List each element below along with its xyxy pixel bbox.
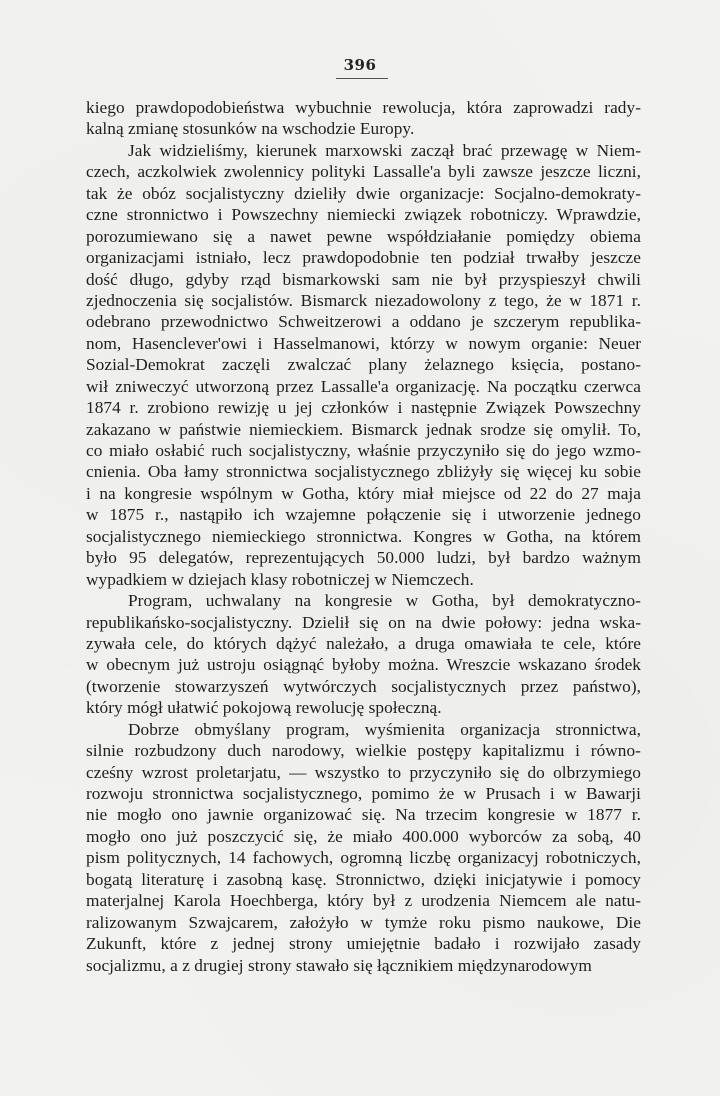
text-line: dość długo, gdyby rząd bismarkowski sam nie był przyspieszył chwili bbox=[86, 269, 641, 289]
text-line: Jak widzieliśmy, kierunek marxowski zaczął brać przewagę w Niem- bbox=[128, 140, 641, 160]
text-line: ralizowanym Szwajcarem, założyło w tymże roku pismo naukowe, Die bbox=[86, 912, 641, 932]
text-line: w obecnym już ustroju osiągnąć byłoby można. Wreszcie wskazano środek bbox=[86, 655, 641, 675]
text-line: Sozial-Demokrat zaczęli zwalczać plany żelaznego księcia, postano- bbox=[86, 355, 641, 375]
body-text bbox=[86, 97, 641, 976]
paragraph bbox=[86, 719, 641, 976]
text-line: zakazano w państwie niemieckiem. Bismarck jednak srodze się omylił. To, bbox=[86, 419, 641, 439]
page-number-underline bbox=[336, 78, 388, 79]
text-line: cześny wzrost proletarjatu, — wszystko to przyczyniło się do olbrzymiego bbox=[86, 762, 641, 782]
text-line: było 95 delegatów, reprezentujących 50.000 ludzi, był bardzo ważnym bbox=[86, 548, 641, 568]
text-line: silnie rozbudzony duch narodowy, wielkie postępy kapitalizmu i równo- bbox=[86, 741, 641, 761]
text-line: kiego prawdopodobieństwa wybuchnie rewolucja, która zaprowadzi rady- bbox=[86, 98, 641, 117]
text-line: socjalizmu, a z drugiej strony stawało się łącznikiem międzynarodowym bbox=[86, 955, 592, 975]
text-line: bogatą literaturę i zasobną kasę. Stronnictwo, dzięki inicjatywie i pomocy bbox=[86, 869, 641, 889]
text-line: który mógł ułatwić pokojową rewolucję społeczną. bbox=[86, 698, 442, 718]
text-line: zywała cele, do których dążyć należało, a druga omawiała te cele, które bbox=[86, 633, 641, 653]
text-line: (tworzenie stowarzyszeń wytwórczych socjalistycznych przez państwo), bbox=[86, 676, 641, 696]
text-line: wił zniweczyć utworzoną przez Lassalle'a organizację. Na początku czerwca bbox=[86, 376, 641, 396]
text-line: wypadkiem w dziejach klasy robotniczej w Niemczech. bbox=[86, 569, 474, 589]
text-line: kalną zmianę stosunków na wschodzie Europy. bbox=[86, 119, 415, 139]
text-line: pism politycznych, 14 fachowych, ogromną liczbę organizacyj robotniczych, bbox=[86, 848, 641, 868]
text-line: czne stronnictwo i Powszechny niemiecki związek robotniczy. Wprawdzie, bbox=[86, 205, 641, 225]
text-line: nom, Hasenclever'owi i Hasselmanowi, którzy w nowym organie: Neuer bbox=[86, 333, 641, 353]
text-line: nie mogło ono jawnie organizować się. Na trzecim kongresie w 1877 r. bbox=[86, 805, 641, 825]
text-line: cnienia. Oba łamy stronnictwa socjalistycznego zbliżyły się więcej ku sobie bbox=[86, 462, 641, 482]
paragraph bbox=[86, 590, 641, 719]
text-line: Dobrze obmyślany program, wyśmienita organizacja stronnictwa, bbox=[128, 719, 641, 739]
text-line: Program, uchwalany na kongresie w Gotha, był demokratyczno- bbox=[128, 591, 641, 611]
text-line: co miało osłabić ruch socjalistyczny, właśnie przyczyniło się do jego wzmo- bbox=[86, 441, 641, 460]
text-line: materjalnej Karola Hoechberga, który był z urodzenia Niemcem ale natu- bbox=[86, 891, 641, 911]
text-line: socjalistycznego niemieckiego stronnictwa. Kongres w Gotha, na którem bbox=[86, 526, 641, 546]
page-number: 396 bbox=[343, 56, 377, 74]
text-line: 1874 r. zrobiono rewizję u jej członków i następnie Związek Powszechny bbox=[86, 398, 641, 418]
text-line: Zukunft, które z jednej strony umiejętnie badało i rozwijało zasady bbox=[86, 934, 641, 954]
text-line: odebrano przewodnictwo Schweitzerowi a oddano je szczerym republika- bbox=[86, 312, 641, 332]
text-line: porozumiewano się a nawet pewne współdziałanie pomiędzy obiema bbox=[86, 226, 641, 246]
text-line: czech, aczkolwiek zwolennicy polityki Lassalle'a byli zawsze jeszcze liczni, bbox=[86, 162, 641, 182]
paragraph bbox=[86, 140, 641, 590]
text-line: organizacjami istniało, lecz prawdopodobnie ten podział trwałby jeszcze bbox=[86, 248, 641, 268]
paragraph bbox=[86, 97, 641, 140]
text-line: republikańsko-socjalistyczny. Dzielił się on na dwie połowy: jedna wska- bbox=[86, 612, 641, 632]
text-line: mogło ono już poszczycić się, że miało 400.000 wyborców za sobą, 40 bbox=[86, 826, 641, 846]
text-line: tak że obóz socjalistyczny dzieliły dwie organizacje: Socjalno-demokraty- bbox=[86, 183, 641, 203]
text-line: rozwoju stronnictwa socjalistycznego, pomimo że w Prusach i w Bawarji bbox=[86, 784, 641, 803]
text-line: w 1875 r., nastąpiło ich wzajemne połączenie się i utworzenie jednego bbox=[86, 505, 641, 525]
text-line: i na kongresie wspólnym w Gotha, który miał miejsce od 22 do 27 maja bbox=[86, 483, 641, 503]
text-line: zjednoczenia się socjalistów. Bismarck niezadowolony z tego, że w 1871 r. bbox=[86, 290, 641, 310]
